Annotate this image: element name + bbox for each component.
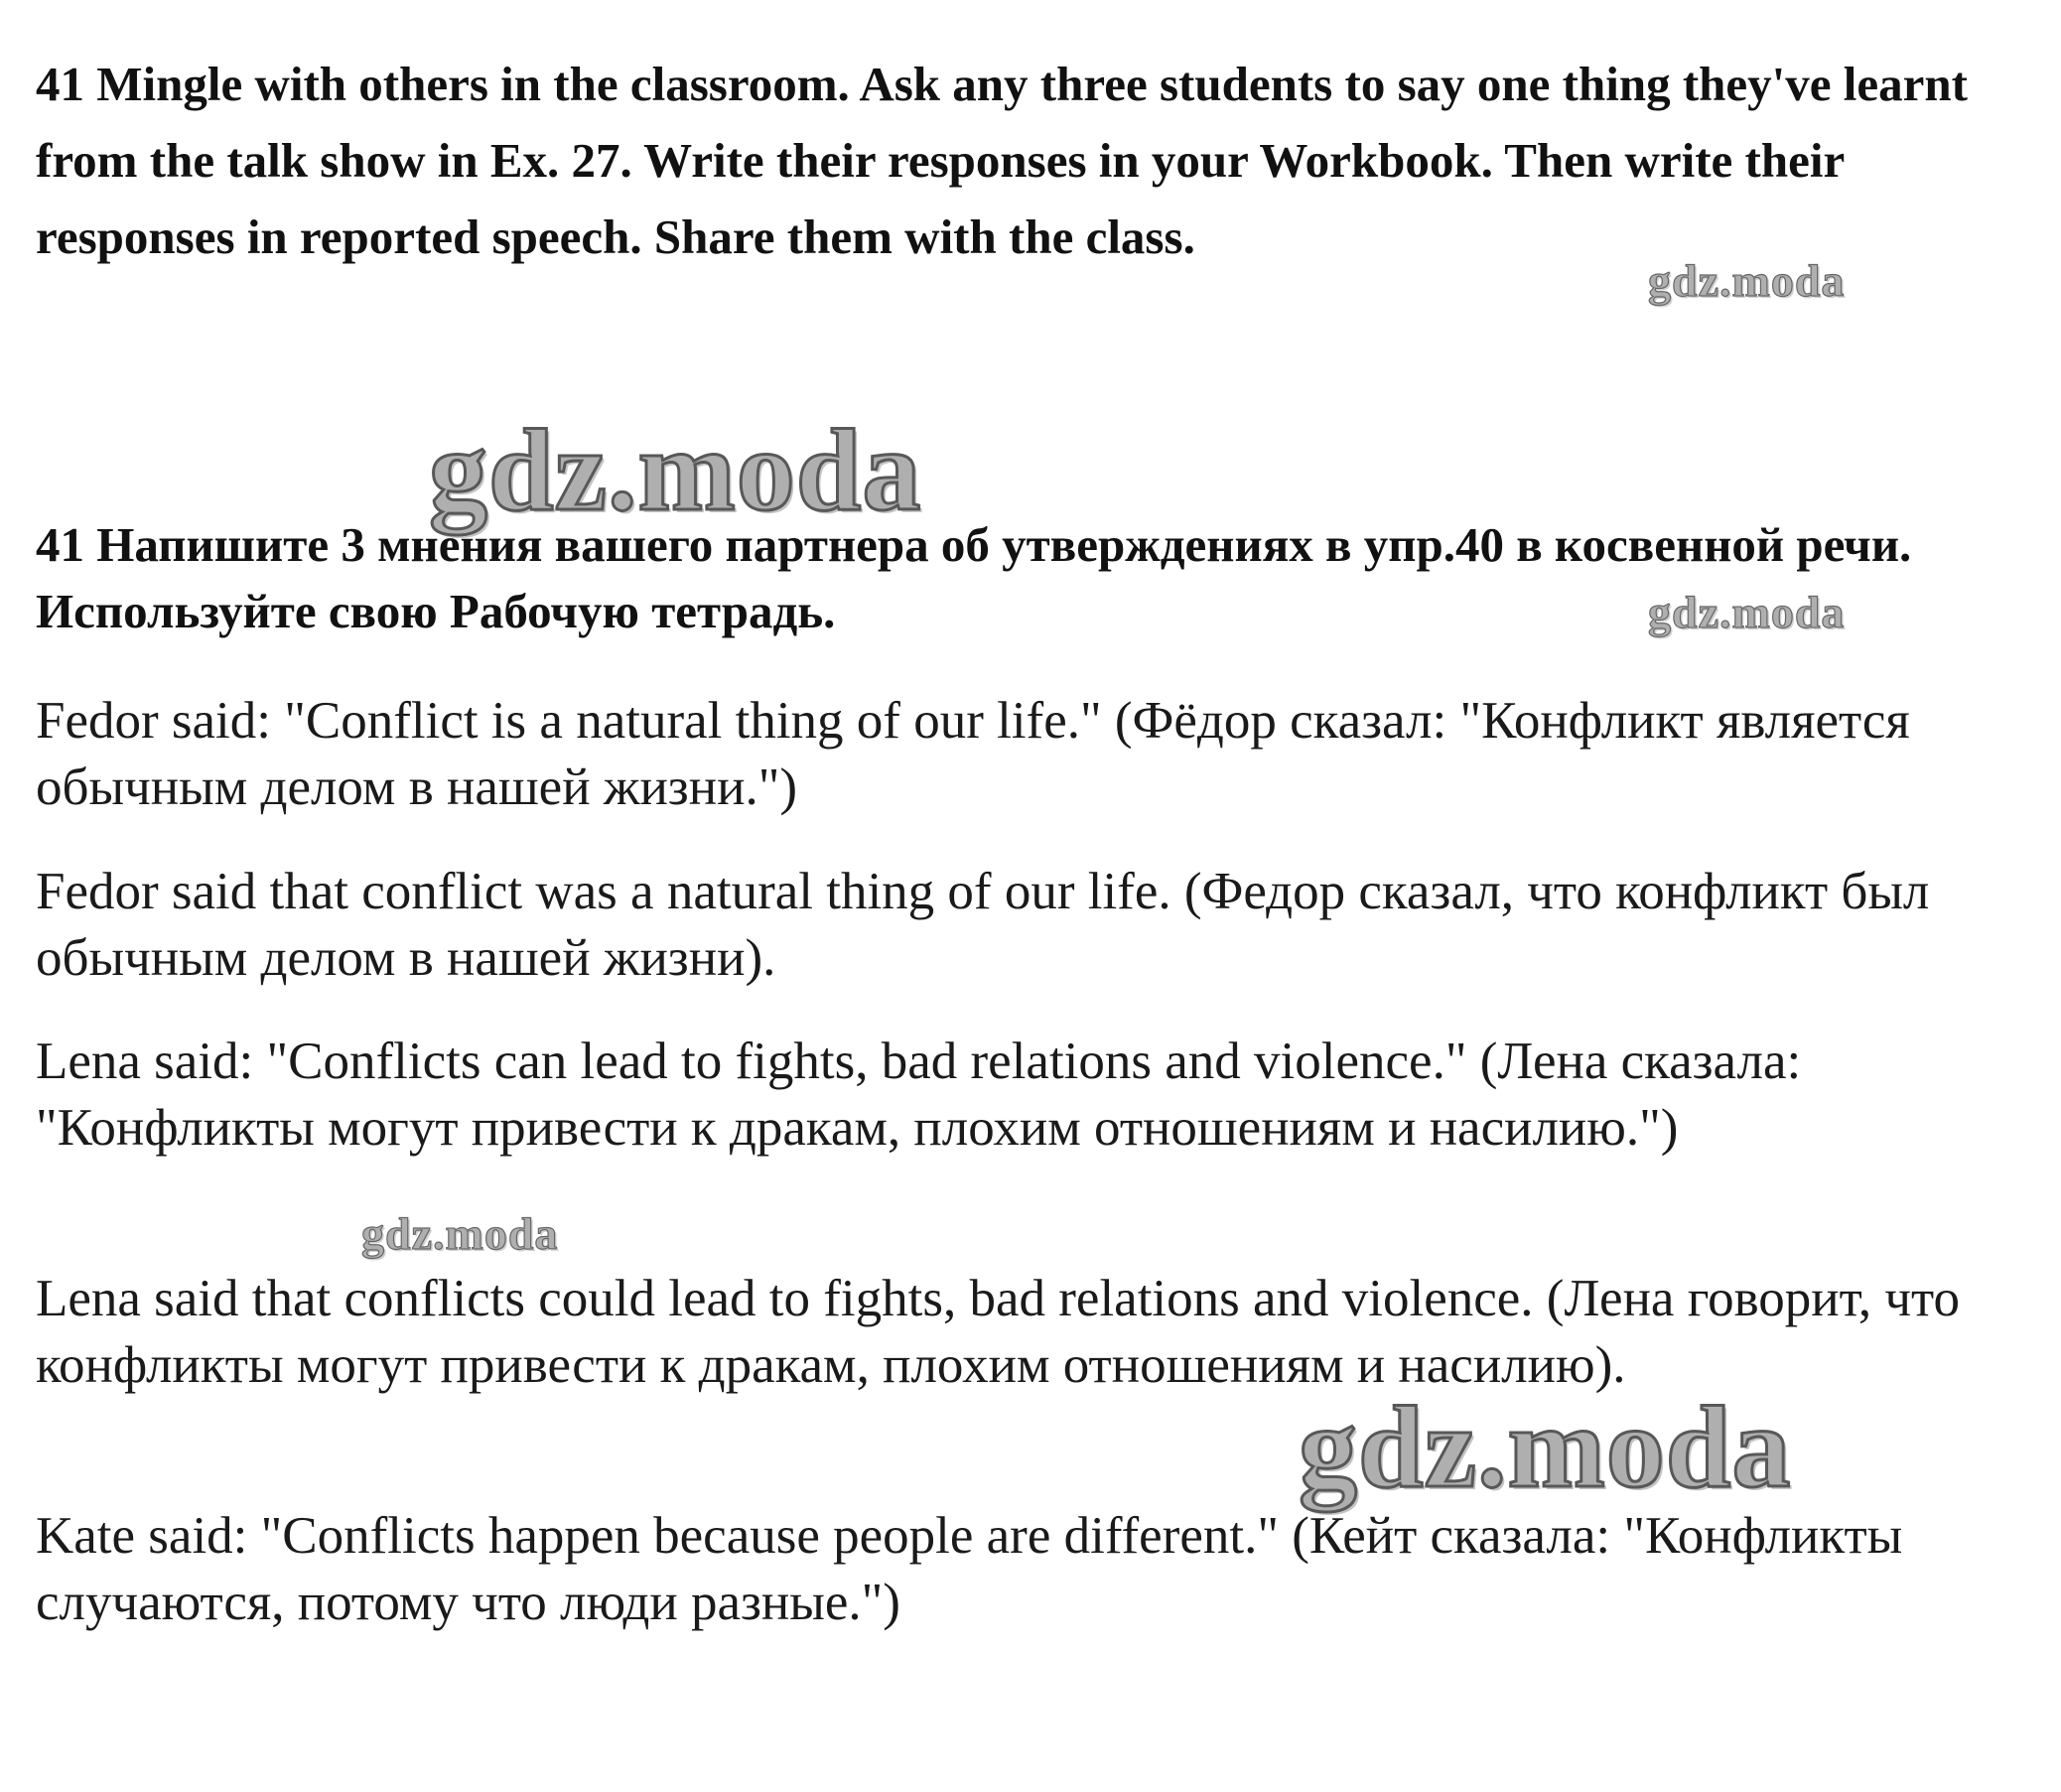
watermark: gdz.moda bbox=[1299, 1382, 1792, 1512]
answer-paragraph-kate-direct: Kate said: "Conflicts happen because people are different." (Кейт сказала: "Конфликты случаются, потому что люди разные.") bbox=[36, 1507, 1903, 1631]
answer-paragraph-lena-direct: Lena said: "Conflicts can lead to fights, bad relations and violence." (Лена сказала: "Конфликты могут привести к дракам, плохим отношениям и насилию.") bbox=[36, 1033, 1802, 1157]
task-heading-russian: 41 Напишите 3 мнения вашего партнера об утверждениях в упр.40 в косвенной речи. Используйте свою Рабочую тетрадь. bbox=[36, 517, 1912, 638]
task-heading-english: 41 Mingle with others in the classroom. Ask any three students to say one thing they've learnt from the talk show in Ex. 27. Write their responses in your Workbook. Then write their responses in reported speech. Share them with the class. bbox=[36, 57, 1968, 264]
watermark: gdz.moda bbox=[1648, 587, 1846, 637]
answer-paragraph-fedor-direct: Fedor said: "Conflict is a natural thing of our life." (Фёдор сказал: "Конфликт является обычным делом в нашей жизни.") bbox=[36, 692, 1910, 816]
watermark: gdz.moda bbox=[361, 1208, 559, 1259]
watermark: gdz.moda bbox=[429, 405, 922, 535]
answer-paragraph-lena-reported: Lena said that conflicts could lead to fights, bad relations and violence. (Лена говорит, что конфликты могут привести к дракам, плохим отношениям и насилию). bbox=[36, 1270, 1960, 1394]
answer-paragraph-fedor-reported: Fedor said that conflict was a natural thing of our life. (Федор сказал, что конфликт был обычным делом в нашей жизни). bbox=[36, 863, 1930, 987]
watermark: gdz.moda bbox=[1648, 255, 1846, 306]
